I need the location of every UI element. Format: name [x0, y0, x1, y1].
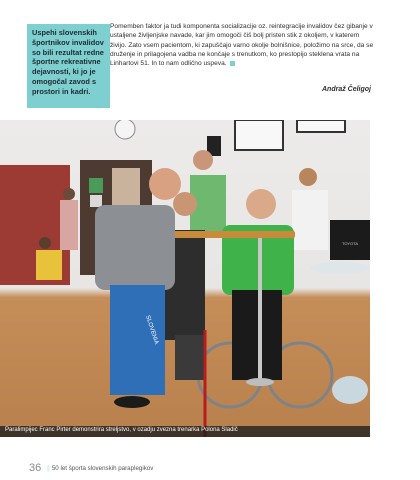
electronic-target — [330, 220, 370, 260]
spectator-woman-pink — [60, 200, 78, 250]
spectator-head — [39, 237, 51, 249]
notice-board — [90, 195, 102, 207]
page-footer — [29, 462, 153, 474]
coach-head — [193, 150, 213, 170]
girl-legs — [175, 335, 205, 380]
page-number: 36 — [29, 462, 42, 474]
article-body — [110, 22, 377, 69]
gym-window-right — [297, 120, 345, 132]
spectator-yellow — [36, 250, 62, 280]
demonstrator-head — [149, 168, 181, 200]
athlete-trousers — [232, 290, 282, 380]
demonstrator-grey-shirt — [95, 205, 175, 290]
stand-base — [246, 378, 274, 386]
spectator-head — [63, 188, 75, 200]
article-author: Andraž Čeligoj — [321, 86, 371, 93]
chair — [332, 376, 368, 404]
demonstrator-shoe — [114, 396, 150, 408]
article-body-text: Pomemben faktor ja tudi komponenta socializacije oz. reintegracije invalidov čez gibanje v ustaljene življenjske navade, kar jim omogoči čiš bolj pristen stik z okoljem, v katerem živijo. Zato vsem pacientom, ki zapuščajo varno okolje bolnišnice, položimo na srce, da se druženje in prilagojena vadba ne končaje s trenutkom, ko prestopijo steklena vrata na Linhartovi 51. In to nam odlično uspeva. — [110, 23, 374, 68]
publication-title: 50 let športa slovenskih paraplegikov — [51, 465, 154, 472]
athlete-head — [246, 189, 276, 219]
target-banner-text: TOYOTA — [341, 241, 359, 246]
photo-illustration — [0, 120, 370, 437]
sidebar-quote-box — [27, 24, 110, 108]
man-white-shirt — [292, 190, 328, 250]
article-photo — [0, 120, 370, 437]
end-of-article-mark — [230, 61, 235, 66]
photo-caption: Paralimpijec Franc Pirter demonstrira streljstvo, v ozadju zvezna trenarka Polona Sladič — [5, 427, 238, 433]
girl-head — [173, 192, 197, 216]
exit-sign — [89, 178, 103, 193]
shooting-table — [310, 262, 370, 274]
wall-clock — [115, 120, 135, 139]
footer-separator: | — [47, 465, 49, 472]
gym-window-left — [235, 120, 283, 150]
spectator-head — [299, 168, 317, 186]
sidebar-quote-text: Uspehi slovenskih športnikov invalidov so bili rezultat redne športne rekreativne dejavnosti, ki jo je omogočal zavod s prostori in kadri. — [32, 28, 104, 96]
trouser-print: SLOVENIA — [144, 314, 160, 346]
